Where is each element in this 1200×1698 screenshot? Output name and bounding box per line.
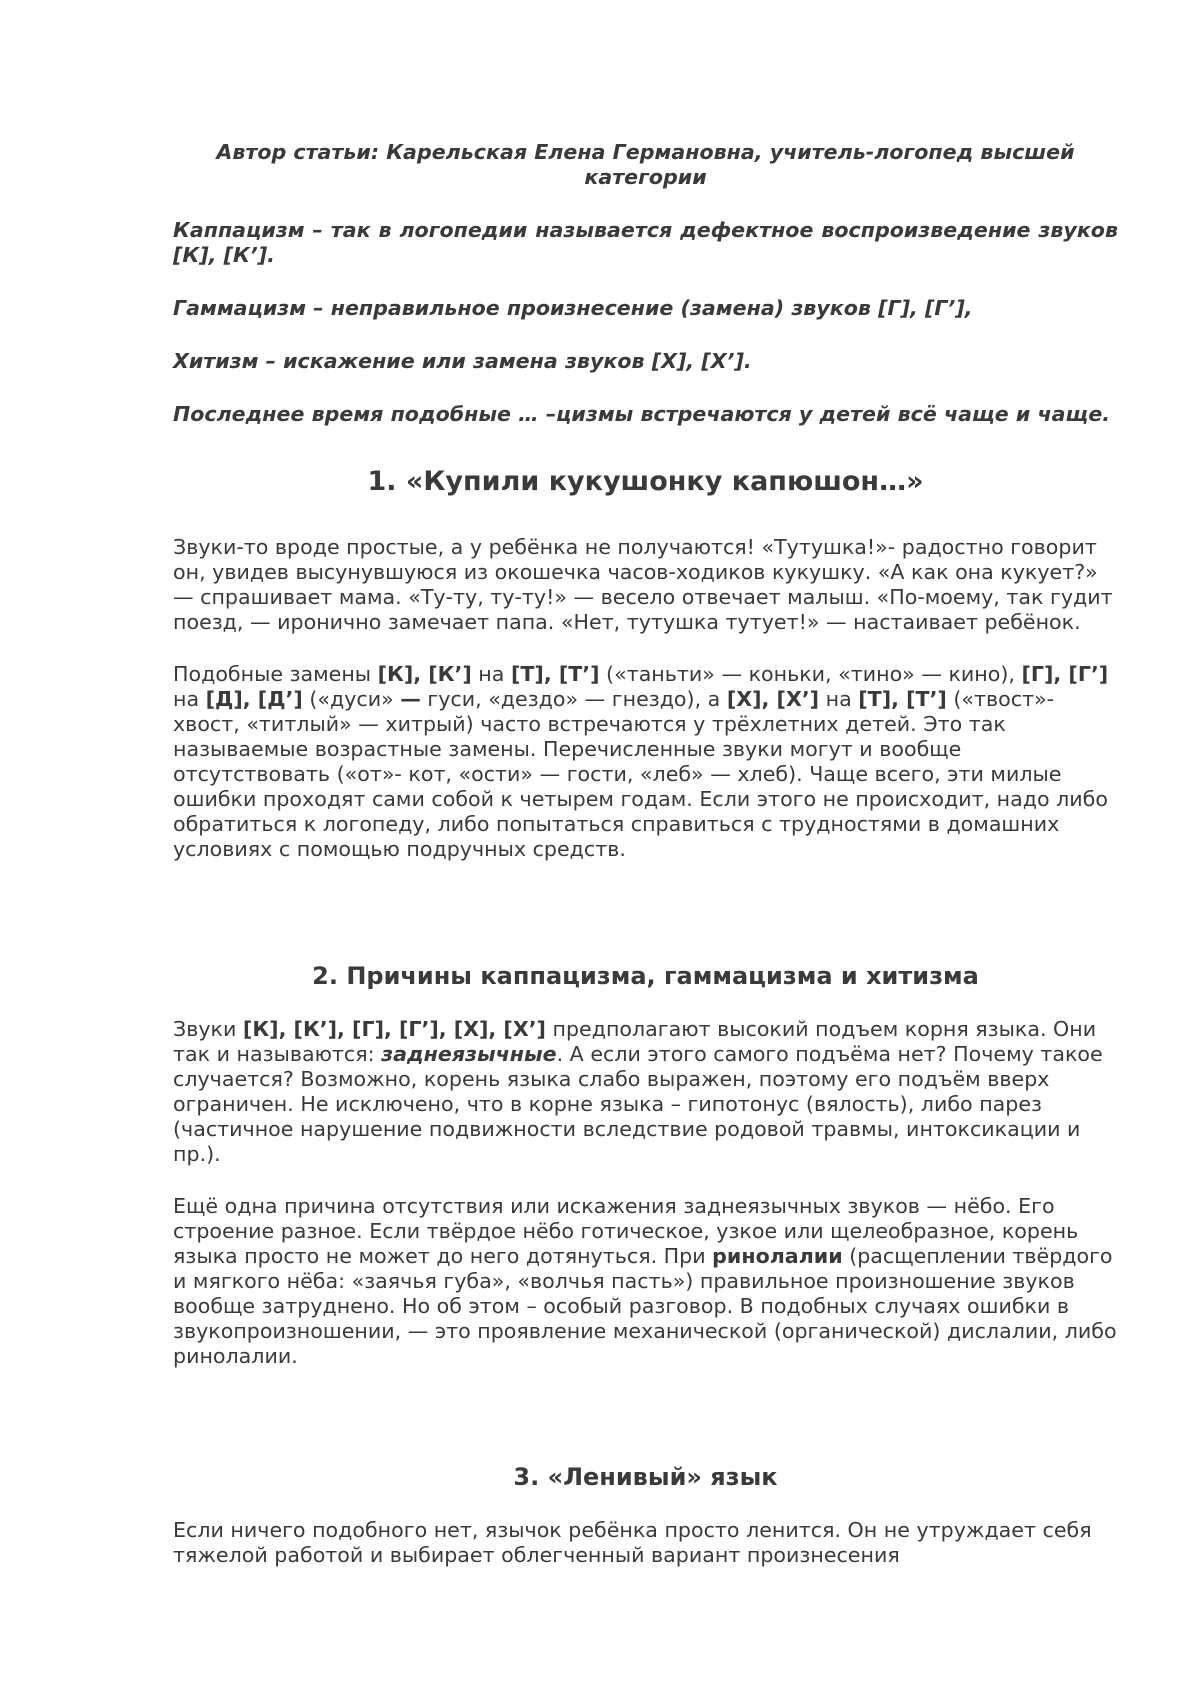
text-run: предполагают высокий подъем корня языка. Они так и называются: bbox=[173, 1017, 1097, 1066]
section-1-heading: 1. «Купили кукушонку капюшон…» bbox=[367, 466, 924, 497]
section-3-heading: 3. «Ленивый» язык bbox=[513, 1463, 778, 1491]
section-1-paragraph-1: Звуки-то вроде простые, а у ребёнка не получаются! «Тутушка!»- радостно говорит он, увидев высунувшуюся из окошечка часов-ходиков кукушку. «А как она кукует?» — спрашивает мама. «Ту-ту, ту-ту!» — весело отвечает малыш. «По-моему, так гудит поезд, — иронично замечает папа. «Нет, тутушка тутует!» — настаивает ребёнок. bbox=[173, 535, 1113, 634]
text-run: Подобные замены bbox=[173, 662, 378, 686]
article-body bbox=[173, 140, 1118, 1595]
section-2-heading: 2. Причины каппацизма, гаммацизма и хитизма bbox=[312, 962, 979, 990]
text-run: («дуси» bbox=[302, 687, 401, 711]
intro-kappacism: Каппацизм – так в логопедии называется дефектное воспроизведение звуков [К], [К’]. bbox=[173, 218, 1118, 267]
text-run: гуси, «дездо» — гнездо), а bbox=[420, 687, 727, 711]
sound-notation: [К], [К’], [Г], [Г’], [Х], [Х’] bbox=[242, 1017, 546, 1041]
sound-notation: [Г], [Г’] bbox=[1021, 662, 1109, 686]
text-run: на bbox=[173, 687, 206, 711]
text-run: (расщеплении твёрдого и мягкого нёба: «заячья губа», «волчья пасть») правильное произношение звуков вообще затруднено. Но об этом – особый разговор. В подобных случаях ошибки в звукопроизношении, — это проявление механической (органической) дислалии, либо ринолалии. bbox=[173, 1244, 1117, 1368]
text-run: Звуки bbox=[173, 1017, 243, 1041]
term-emphasis: ринолалии bbox=[712, 1244, 843, 1268]
section-spacer bbox=[173, 1396, 1118, 1462]
section-spacer bbox=[173, 889, 1118, 961]
sound-notation: [Х], [Х’] bbox=[726, 687, 820, 711]
term-emphasis: заднеязычные bbox=[381, 1042, 557, 1066]
section-2-paragraph-2 bbox=[173, 1194, 1118, 1369]
text-run: («твост»-хвост, «титлый» — хитрый) часто встречаются у трёхлетних детей. Это так называемые возрастные замены. Перечисленные звуки могут и вообще отсутствовать («от»- кот, «ости» — гости, «леб» — хлеб). Чаще всего, эти милые ошибки проходят сами собой к четырем годам. Если этого не происходит, надо либо обратиться к логопеду, либо попытаться справиться с трудностями в домашних условиях с помощью подручных средств. bbox=[173, 687, 1108, 861]
author-line: Автор статьи: Карельская Елена Германовна, учитель-логопед высшей категории bbox=[216, 140, 1075, 189]
intro-gammacism: Гаммацизм – неправильное произнесение (замена) звуков [Г], [Г’], bbox=[173, 296, 973, 320]
bold-dash: — bbox=[400, 687, 421, 711]
section-2-paragraph-1 bbox=[173, 1017, 1118, 1167]
text-run: на bbox=[819, 687, 859, 711]
sound-notation: [Т], [Т’] bbox=[510, 662, 600, 686]
sound-notation: [Т], [Т’] bbox=[858, 687, 947, 711]
sound-notation: [Д], [Д’] bbox=[205, 687, 303, 711]
intro-hitism: Хитизм – искажение или замена звуков [Х], [Х’]. bbox=[173, 349, 752, 373]
section-3-paragraph-1: Если ничего подобного нет, язычок ребёнка просто ленится. Он не утруждает себя тяжелой работой и выбирает облегченный вариант произнесения bbox=[173, 1518, 1092, 1567]
text-run: . А если этого самого подъёма нет? Почему такое случается? Возможно, корень языка слабо выражен, поэтому его подъём вверх ограничен. Не исключено, что в корне языка – гипотонус (вялость), либо парез (частичное нарушение подвижности вследствие родовой травмы, интоксикации и пр.). bbox=[173, 1042, 1103, 1166]
text-run: Ещё одна причина отсутствия или искажения заднеязычных звуков — нёбо. Его строение разное. Если твёрдое нёбо готическое, узкое или щелеобразное, корень языка просто не может до него дотянуться. При bbox=[173, 1194, 1079, 1268]
text-run: («таньти» — коньки, «тино» — кино), bbox=[599, 662, 1022, 686]
text-run: на bbox=[471, 662, 511, 686]
sound-notation: [К], [К’] bbox=[377, 662, 472, 686]
intro-summary: Последнее время подобные … –цизмы встречаются у детей всё чаще и чаще. bbox=[173, 402, 1111, 426]
section-1-paragraph-2 bbox=[173, 662, 1118, 862]
